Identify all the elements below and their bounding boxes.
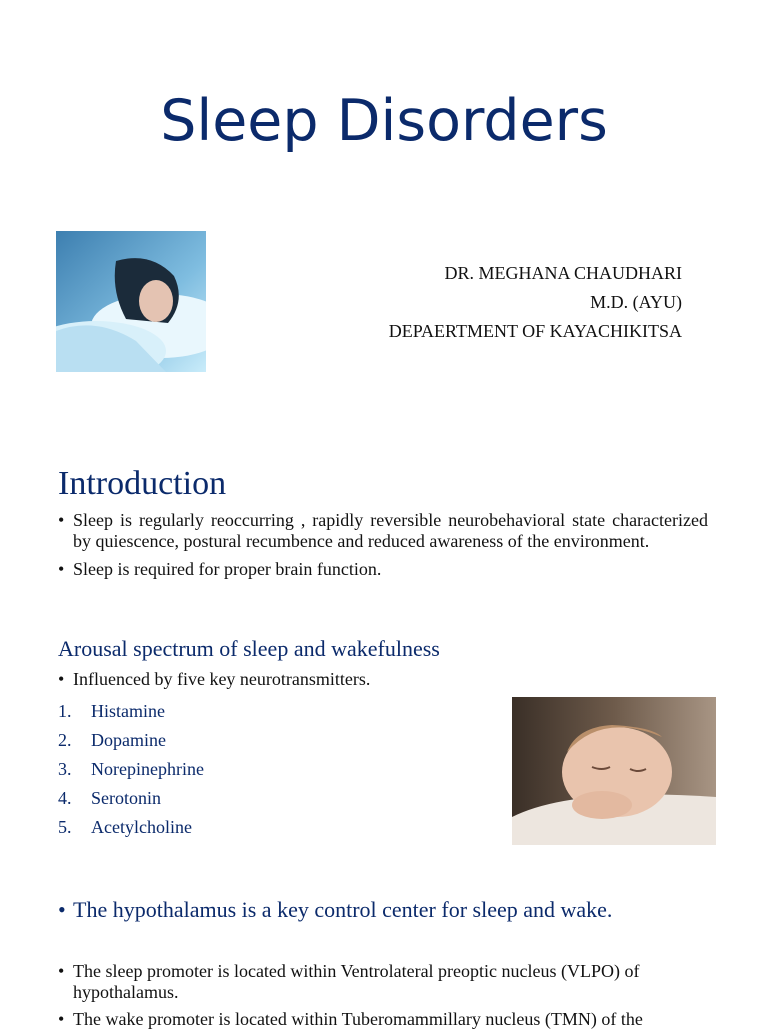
neurotransmitter-list [58, 697, 204, 842]
intro-bullet-list [58, 510, 708, 587]
neurotransmitter-item: 2. Dopamine [58, 730, 166, 750]
author-degree: M.D. (AYU) [590, 292, 682, 312]
intro-bullet: • Sleep is regularly reoccurring , rapidly reversible neurobehavioral state characterized by quiescence, postural recumbence and reduced awareness of the environment. [58, 510, 708, 552]
hypothalamus-statement: • The hypothalamus is a key control center for sleep and wake. [58, 897, 612, 923]
neurotransmitter-item: 5. Acetylcholine [58, 817, 192, 837]
neurotransmitter-item: 1. Histamine [58, 701, 165, 721]
author-department: DEPAERTMENT OF KAYACHIKITSA [388, 321, 682, 341]
child-sleeping-photo [512, 697, 716, 845]
arousal-heading: Arousal spectrum of sleep and wakefulness [58, 636, 440, 661]
neurotransmitter-item: 4. Serotonin [58, 788, 161, 808]
promoter-bullet-list [58, 961, 708, 1036]
author-block [389, 259, 682, 346]
promoter-bullet: • The sleep promoter is located within Ventrolateral preoptic nucleus (VLPO) of hypothalamus. [58, 961, 708, 1003]
woman-sleeping-photo [56, 231, 206, 372]
author-name: DR. MEGHANA CHAUDHARI [444, 263, 682, 283]
neurotransmitter-intro: • Influenced by five key neurotransmitters. [58, 669, 708, 690]
neurotransmitter-item: 3. Norepinephrine [58, 759, 204, 779]
intro-bullet: • Sleep is required for proper brain function. [58, 559, 708, 580]
neurotransmitter-intro-list [58, 669, 708, 690]
page-title: Sleep Disorders [160, 88, 608, 154]
intro-heading: Introduction [58, 465, 227, 502]
promoter-bullet: • The wake promoter is located within Tuberomammillary nucleus (TMN) of the [58, 1009, 708, 1030]
